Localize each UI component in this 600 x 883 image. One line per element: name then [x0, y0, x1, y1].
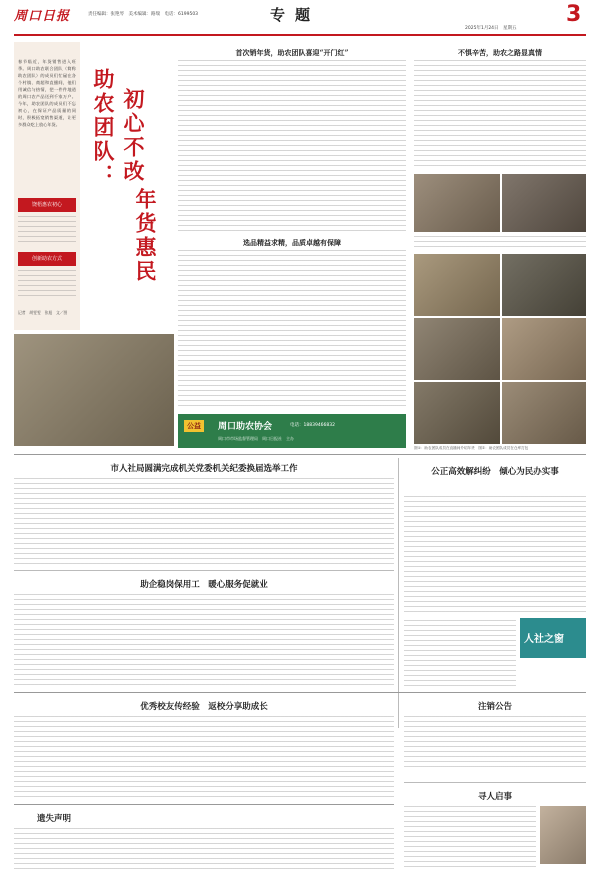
- photo-3: [414, 254, 500, 316]
- photo-8: [502, 382, 586, 444]
- masthead: [0, 0, 600, 34]
- ad-note: 周口市市场监督管理局 周口日报社 主办: [218, 436, 294, 441]
- news-1-body: [14, 478, 394, 566]
- photo-6: [502, 318, 586, 380]
- ad-org: 周口助农协会: [218, 422, 273, 432]
- tag-2-text: [18, 270, 76, 300]
- news-2-title: 助企稳岗保用工 暖心服务促就业: [140, 580, 268, 590]
- photo-5: [414, 318, 500, 380]
- ad-phone: 电话：18839466832: [290, 423, 335, 428]
- section-2-title: 不惧辛苦，助农之路显真情: [458, 48, 542, 57]
- section-1-body: [178, 60, 406, 234]
- news-3-title: 公正高效解纠纷 倾心为民办实事: [431, 467, 559, 477]
- section-1-title: 首次销年货，助农团队喜迎“开门红”: [235, 48, 349, 57]
- section-3-title: 选品精益求精，品质卓越有保障: [243, 238, 341, 247]
- photo-1: [414, 174, 500, 232]
- tag-1-text: [18, 216, 76, 246]
- section-title: 专题: [270, 6, 321, 24]
- editor-line: 责任编辑：张艳琴 美术编辑：路瑞 电话：6199503: [88, 12, 199, 17]
- section-3-body: [178, 250, 406, 410]
- news-7-photo: [540, 806, 586, 864]
- news-6-title: 注销公告: [477, 702, 512, 712]
- lead-headline-2: 助农团队：: [91, 68, 116, 188]
- news-divider-3: [404, 782, 586, 783]
- tag-2: 创新助农方式: [18, 252, 76, 266]
- ad-label: 公益: [184, 420, 204, 432]
- news-5-body: [14, 716, 394, 798]
- ad-banner: [178, 414, 406, 448]
- masthead-rule: [14, 34, 586, 36]
- news-column-divider: [398, 458, 399, 728]
- section-2-body: [414, 60, 586, 170]
- tag-1: 饶梧惠农初心: [18, 198, 76, 212]
- news-divider-1: [14, 570, 394, 571]
- news-7-body: [404, 806, 536, 870]
- news-divider-2: [14, 692, 586, 693]
- lead-headline-3: 年货惠民: [133, 188, 158, 284]
- feature-divider: [14, 454, 586, 455]
- lead-headline-1: 初心不改: [121, 88, 146, 184]
- intro-text: 春节临近，年货销售进入旺季。周口助农联合团队（简称助农团队）的成员们忙碌在各个村镇、商超和直播间，他们用诚信与热情，把一件件地道的周口农产品送到千家万户。今年，助农团队的成员们不忘初心，在保证产品质量的同时，积极拓宽销售渠道，让更多群众吃上放心年货。: [18, 59, 76, 127]
- section-date: 2025年1月24日 星期五: [465, 26, 517, 31]
- news-8-body: [14, 828, 394, 872]
- news-2-body: [14, 594, 394, 686]
- news-4-box: [520, 618, 586, 658]
- page-number: 3: [566, 2, 582, 27]
- photo-7: [414, 382, 500, 444]
- intro-column: [14, 42, 80, 330]
- news-7-title: 寻人启事: [477, 792, 512, 802]
- news-5-title: 优秀校友传经验 返校分享助成长: [140, 702, 268, 712]
- section-2-body-2: [414, 236, 586, 250]
- news-3-body: [404, 496, 586, 616]
- news-6-body: [404, 716, 586, 770]
- photo-caption: 图①：助农团队成员在直播间介绍年货 图②：助农团队成员在仓库打包: [414, 446, 529, 450]
- news-4-label: 人社之窗: [524, 634, 564, 645]
- photo-4: [502, 254, 586, 316]
- byline: 记者 胡雯雯 张旭 文／图: [18, 310, 68, 315]
- news-divider-4: [14, 804, 394, 805]
- masthead-logo: 周口日报: [14, 9, 71, 24]
- news-1-title: 市人社局圆满完成机关党委机关纪委换届选举工作: [110, 464, 298, 474]
- news-8-title: 遗失声明: [36, 814, 71, 824]
- photo-2: [502, 174, 586, 232]
- photo-9: [14, 334, 174, 446]
- news-3-body-2: [404, 620, 516, 686]
